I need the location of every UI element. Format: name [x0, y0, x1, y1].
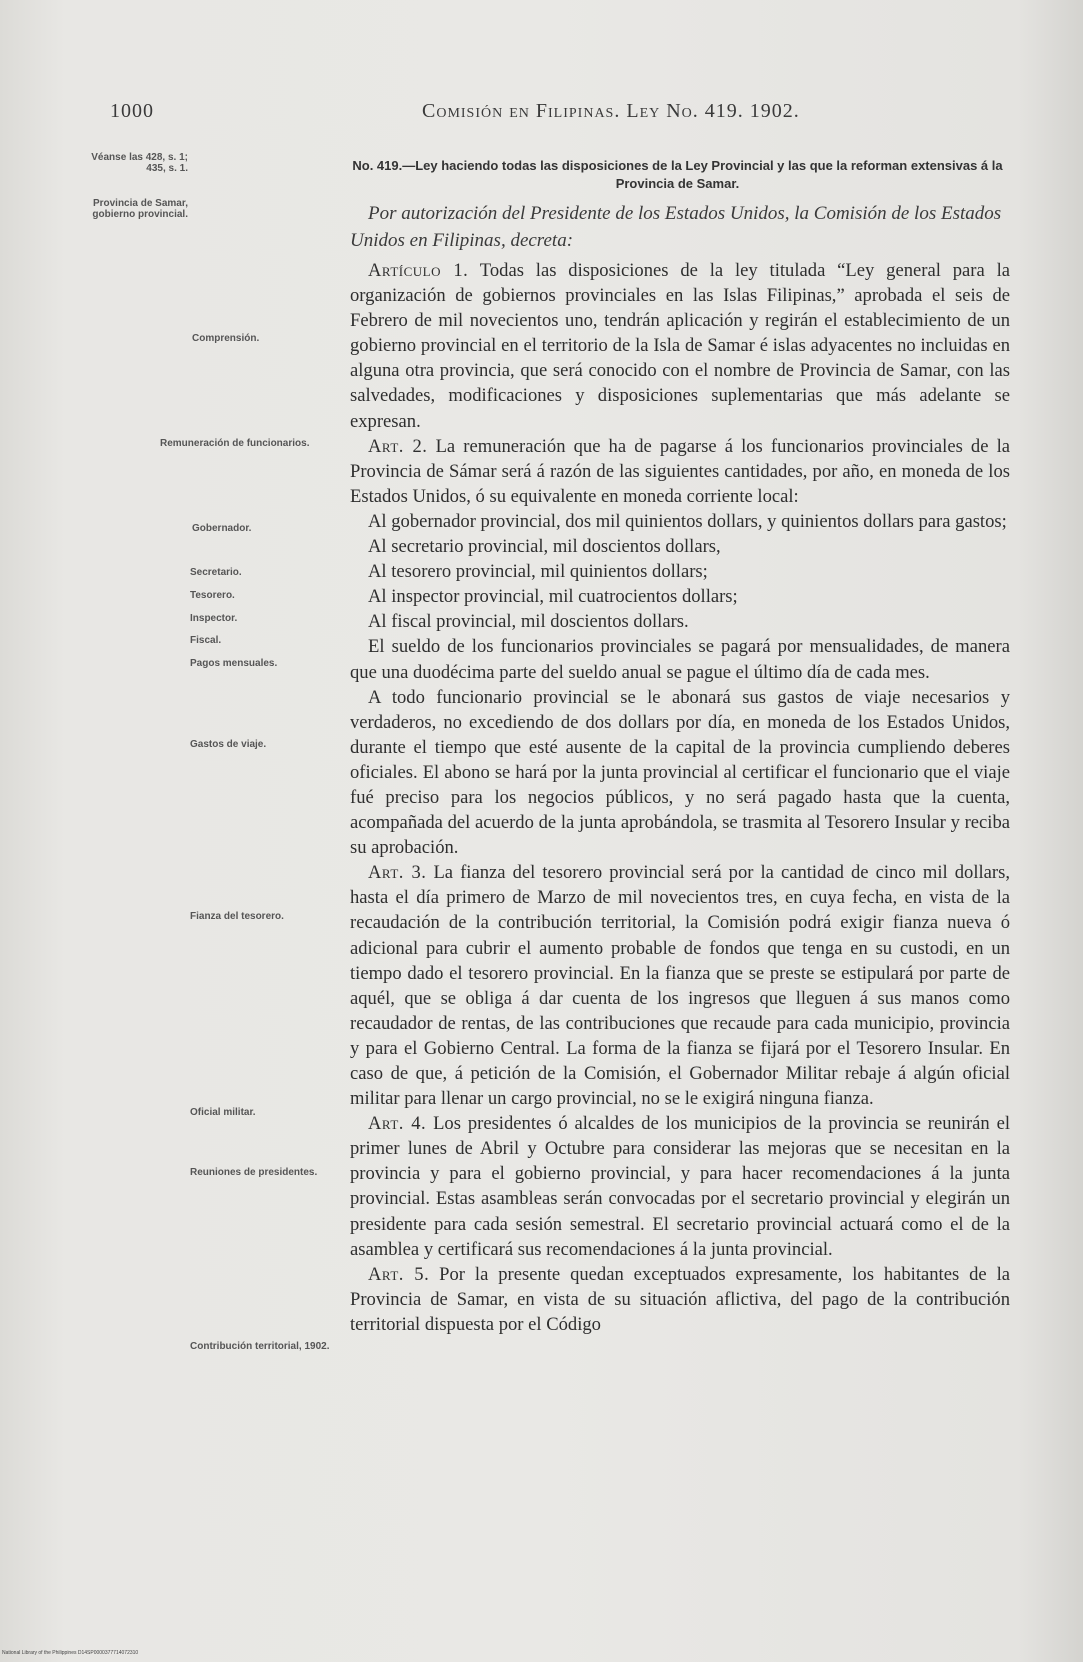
article-1-text: Todas las disposiciones de la ley titulada “Ley general para la organización de gobiernos provinciales en las Islas Filipinas,” aprobada el seis de Febrero de mil novecientos uno, tendrán aplicación y regirán el establecimiento de un gobierno provincial en el territorio de la Isla de Samar é islas adyacentes no incluidas en alguna otra provincia, que será conocido con el nombre de Provincia de Samar, con las salvedades, modificaciones y disposiciones suplementarias que más adelante se expresan. [350, 260, 1010, 432]
travel-expenses: A todo funcionario provincial se le abonará sus gastos de viaje necesarios y verdaderos, no excediendo de dos dollars por día, en moneda de los Estados Unidos, durante el tiempo que esté ausente de la capital de la provincia cumpliendo deberes oficiales. El abono se hará por la junta provincial al certificar el funcionario que el viaje fué preciso para los negocios públicos, y no será pagado hasta que la cuenta, acompañada del acuerdo de la junta aprobándola, se trasmita al Tesorero Insular y reciba su aprobación. [350, 686, 1010, 859]
margin-note-secretario: Secretario. [190, 567, 242, 578]
article-5 [350, 1262, 1010, 1337]
law-body [350, 258, 1010, 1337]
salary-gobernador: Al gobernador provincial, dos mil quinientos dollars, y quinientos dollars para gastos; [368, 510, 1007, 532]
margin-note-samar: Provincia de Samar, gobierno provincial. [92, 198, 188, 220]
monthly-payments: El sueldo de los funcionarios provinciales se pagará por mensualidades, de manera que una duodécima parte del sueldo anual se pague el último día de cada mes. [350, 636, 1010, 683]
article-5-label: Art. 5. [368, 1263, 430, 1285]
margin-note-fianza: Fianza del tesorero. [190, 911, 284, 922]
salary-secretario: Al secretario provincial, mil doscientos dollars, [368, 536, 721, 558]
article-2 [350, 434, 1010, 509]
margin-note-gastos: Gastos de viaje. [190, 739, 267, 750]
article-5-text: Por la presente quedan exceptuados expresamente, los habitantes de la Provincia de Samar, en vista de su situación aflictiva, del pago de la contribución territorial dispuesta por el Código [350, 1263, 1010, 1335]
article-2-label: Art. 2. [368, 435, 428, 457]
article-1 [350, 258, 1010, 434]
salary-fiscal: Al fiscal provincial, mil doscientos dollars. [368, 611, 689, 633]
page-header [110, 100, 1010, 128]
margin-note-reuniones: Reuniones de presidentes. [190, 1167, 318, 1178]
salary-tesorero: Al tesorero provincial, mil quinientos dollars; [368, 561, 708, 583]
page-number: 1000 [110, 100, 154, 122]
law-title: No. 419.—Ley haciendo todas las disposiciones de la Ley Provincial y las que la reforman extensivas á la Provincia de Samar. [352, 158, 1003, 191]
enacting-clause: Por autorización del Presidente de los Estados Unidos, la Comisión de los Estados Unidos en Filipinas, decreta: [350, 203, 1002, 251]
salary-inspector: Al inspector provincial, mil cuatrocientos dollars; [368, 586, 738, 608]
article-3-label: Art. 3. [368, 862, 427, 884]
article-4-label: Art. 4. [368, 1113, 427, 1135]
margin-note-fiscal: Fiscal. [190, 635, 222, 646]
article-2-text: La remuneración que ha de pagarse á los funcionarios provinciales de la Provincia de Sámar será á razón de las siguientes cantidades, por año, en moneda de los Estados Unidos, ó su equivalente en moneda corriente local: [350, 435, 1010, 507]
running-title: Comisión en Filipinas. Ley No. 419. 1902. [422, 100, 800, 122]
margin-note-remuneracion: Remuneración de funcionarios. [160, 438, 310, 449]
margin-note-contribucion: Contribución territorial, 1902. [190, 1341, 330, 1352]
margin-note-gobernador: Gobernador. [192, 523, 252, 534]
margin-note-cross-ref: Véanse las 428, s. 1; 435, s. 1. [91, 152, 188, 174]
margin-note-oficial: Oficial militar. [190, 1107, 256, 1118]
scan-footer: National Library of the Philippines D14SP0000377714072310 [2, 1650, 139, 1656]
article-3-text: La fianza del tesorero provincial será por la cantidad de cinco mil dollars, hasta el día primero de Marzo de mil novecientos tres, en cuya fecha, en vista de la recaudación de la contribución territorial, la Comisión podrá exigir fianza nueva ó adicional para cubrir el aumento probable de fondos que tenga en su custodi, en un tiempo dado el tesorero provincial. En la fianza que se preste se estipulará por parte de aquél, que se obliga á dar cuenta de los ingresos que lleguen á sus manos como recaudador de rentas, de las contribuciones que recaude para cada municipio, provincia y para el Gobierno Central. La forma de la fianza se fijará por el Tesorero Insular. En caso de que, á petición de la Comisión, el Gobernador Militar rebaje á algún oficial militar para llenar un cargo provincial, no se le exigirá ninguna fianza. [350, 862, 1010, 1110]
margin-note-comprension: Comprensión. [192, 333, 260, 344]
article-4-text: Los presidentes ó alcaldes de los municipios de la provincia se reunirán el primer lunes de Abril y Octubre para considerar las mejoras que se necesitan en la provincia y para el gobierno provincial, y para hacer recomendaciones á la junta provincial. Estas asambleas serán convocadas por el secretario provincial y elegirán un presidente para cada sesión semestral. El secretario provincial actuará como el de la asamblea y certificará sus recomendaciones á la junta provincial. [350, 1113, 1010, 1260]
article-1-label: Artículo 1. [368, 260, 469, 281]
article-4 [350, 1111, 1010, 1262]
margin-note-tesorero: Tesorero. [190, 590, 235, 601]
article-3 [350, 860, 1010, 1111]
margin-note-pagos: Pagos mensuales. [190, 658, 278, 669]
margin-note-inspector: Inspector. [190, 613, 238, 624]
